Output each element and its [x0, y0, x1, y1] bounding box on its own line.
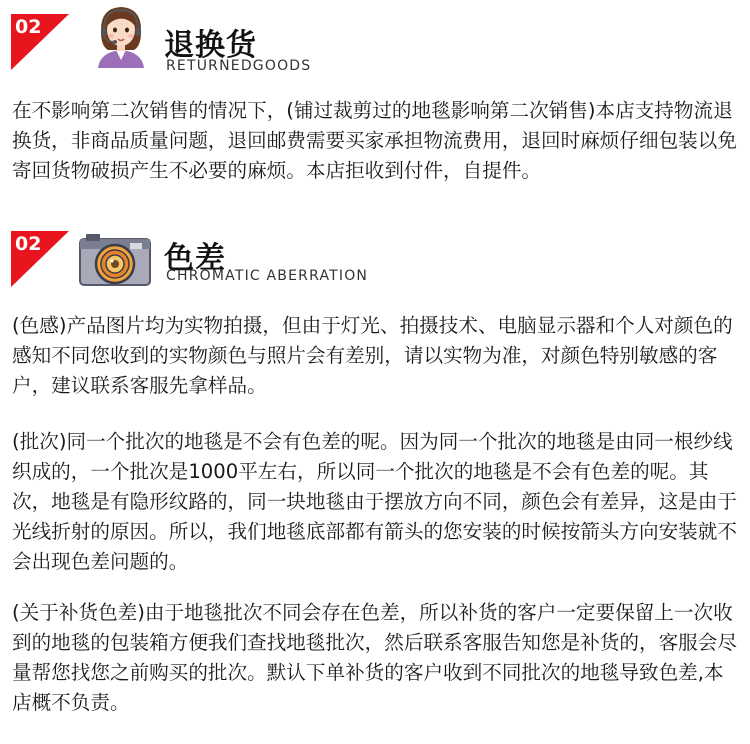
- section-returns-header: [0, 14, 750, 84]
- section-number-badge: [11, 231, 71, 283]
- section-subtitle: CHROMATIC ABERRATION: [166, 268, 369, 284]
- section-subtitle: RETURNEDGOODS: [166, 58, 312, 74]
- camera-icon: [78, 231, 152, 287]
- section-number: 02: [15, 16, 42, 38]
- section-number-badge: [11, 14, 71, 66]
- section-number: 02: [15, 233, 42, 255]
- paragraph-color-perception: (色感)产品图片均为实物拍摄，但由于灯光、拍摄技术、电脑显示器和个人对颜色的感知不同您收到的实物颜色与照片会有差别，请以实物为准，对颜色特别敏感的客户，建议联系客服先拿样品。: [12, 314, 733, 397]
- paragraph-batch-difference: (批次)同一个批次的地毯是不会有色差的呢。因为同一个批次的地毯是由同一根纱线织成的，一个批次是1000平左右，所以同一个批次的地毯是不会有色差的呢。其次，地毯是有隐形纹路的，同一块地毯由于摆放方向不同，颜色会有差异，这是由于光线折射的原因。所以，我们地毯底部都有箭头的您安装的时候按箭头方向安装就不会出现色差问题的。: [12, 430, 737, 573]
- section-title: 退换货: [164, 28, 257, 63]
- section-title: 色差: [164, 241, 226, 276]
- paragraph-restock-difference: (关于补货色差)由于地毯批次不同会存在色差，所以补货的客户一定要保留上一次收到的地毯的包装箱方便我们查找地毯批次，然后联系客服告知您是补货的，客服会尽量帮您找您之前购买的批次。默认下单补货的客户收到不同批次的地毯导致色差,本店概不负责。: [12, 601, 737, 714]
- section-color-difference-header: [0, 231, 750, 301]
- paragraph-returns-policy: 在不影响第二次销售的情况下，(铺过裁剪过的地毯影响第二次销售)本店支持物流退换货，非商品质量问题，退回邮费需要买家承担物流费用，退回时麻烦仔细包装以免寄回货物破损产生不必要的麻烦。本店拒收到付件，自提件。: [12, 99, 737, 182]
- customer-service-agent-icon: [88, 2, 154, 68]
